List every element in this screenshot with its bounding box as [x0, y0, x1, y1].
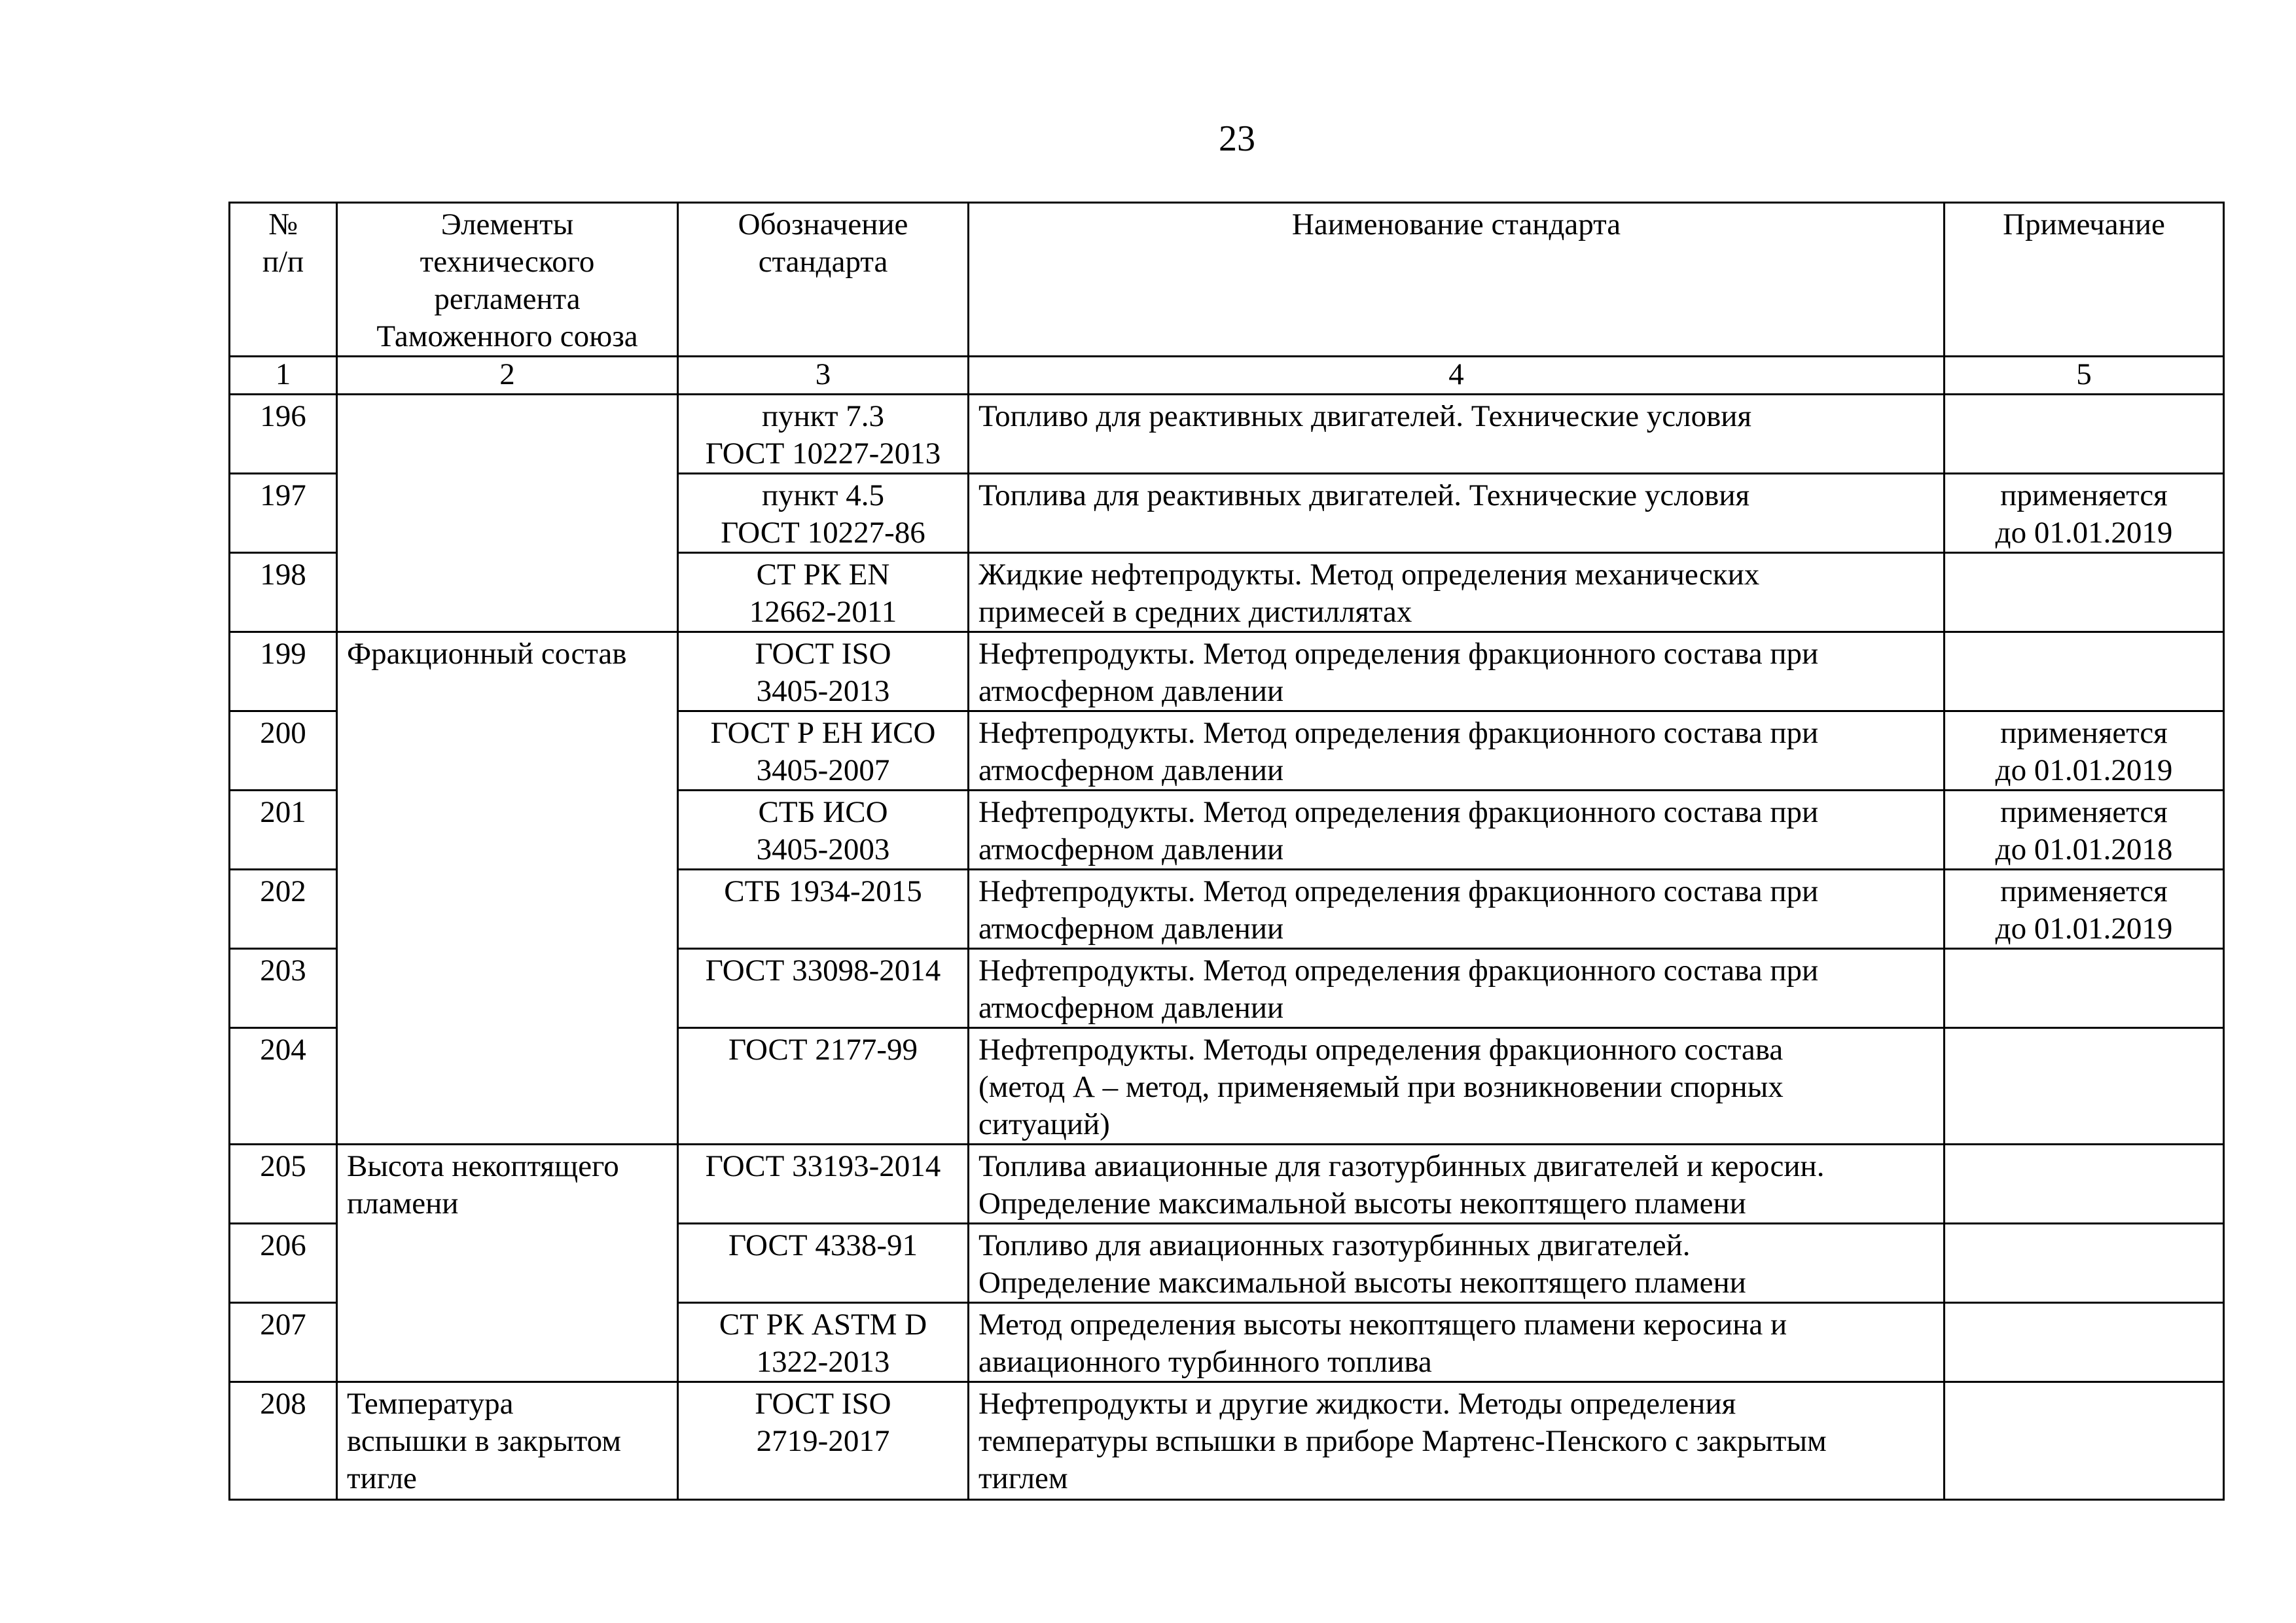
standard-code-line: ГОСТ 4338-91 — [728, 1228, 918, 1262]
standard-code — [678, 791, 969, 870]
standard-code — [678, 553, 969, 632]
note — [1945, 1028, 2224, 1145]
row-number-line: 196 — [260, 399, 306, 433]
header-note-line: Примечание — [2003, 207, 2165, 241]
column-number-line: 4 — [1448, 357, 1464, 391]
note-line: применяется — [2000, 716, 2168, 750]
header-note — [1945, 203, 2224, 357]
note-line: применяется — [2000, 795, 2168, 829]
standard-name — [969, 553, 1945, 632]
header-code — [678, 203, 969, 357]
row-number-line: 197 — [260, 478, 306, 512]
note — [1945, 1224, 2224, 1303]
regulation-element-line: вспышки в закрытом — [347, 1424, 621, 1458]
column-number — [1945, 357, 2224, 395]
standard-name-line: ситуаций) — [978, 1107, 1110, 1141]
note-line: применяется — [2000, 874, 2168, 908]
regulation-element — [337, 395, 678, 632]
row-number-line: 205 — [260, 1149, 306, 1183]
standard-code — [678, 870, 969, 949]
regulation-element-line: тигле — [347, 1461, 417, 1495]
note — [1945, 949, 2224, 1028]
row-number — [230, 870, 337, 949]
standard-code-line: ГОСТ 33098-2014 — [705, 954, 941, 988]
standard-name-line: Нефтепродукты. Метод определения фракционного состава при — [978, 637, 1819, 671]
standard-name-line: Нефтепродукты. Метод определения фракционного состава при — [978, 716, 1819, 750]
header-number — [230, 203, 337, 357]
standard-code-line: ГОСТ 10227-2013 — [705, 437, 941, 471]
standard-code — [678, 711, 969, 791]
header-element-line: Элементы — [440, 207, 574, 241]
note-line: применяется — [2000, 478, 2168, 512]
standard-code — [678, 395, 969, 474]
row-number — [230, 711, 337, 791]
standard-name-line: Топлива авиационные для газотурбинных двигателей и керосин. — [978, 1149, 1825, 1183]
standard-name-line: атмосферном давлении — [978, 991, 1284, 1025]
standard-name — [969, 395, 1945, 474]
standard-name-line: Топливо для авиационных газотурбинных двигателей. — [978, 1228, 1691, 1262]
standard-code — [678, 1382, 969, 1500]
standard-name — [969, 711, 1945, 791]
row-number-line: 208 — [260, 1387, 306, 1421]
row-number-line: 201 — [260, 795, 306, 829]
row-number — [230, 1382, 337, 1500]
regulation-element-line: пламени — [347, 1186, 459, 1221]
table-row — [230, 395, 2224, 474]
row-number-line: 199 — [260, 637, 306, 671]
header-name-line: Наименование стандарта — [1291, 207, 1621, 241]
note — [1945, 395, 2224, 474]
header-name — [969, 203, 1945, 357]
note — [1945, 1382, 2224, 1500]
regulation-element — [337, 632, 678, 1145]
row-number-line: 207 — [260, 1308, 306, 1342]
row-number — [230, 1145, 337, 1224]
note — [1945, 711, 2224, 791]
standard-name — [969, 1028, 1945, 1145]
regulation-element — [337, 1382, 678, 1500]
standard-name-line: Жидкие нефтепродукты. Метод определения механических — [978, 558, 1760, 592]
standards-table — [228, 202, 2225, 1501]
standard-code — [678, 1303, 969, 1382]
standard-name — [969, 1382, 1945, 1500]
header-element-line: регламента — [434, 282, 581, 316]
standard-name-line: Нефтепродукты. Метод определения фракционного состава при — [978, 795, 1819, 829]
row-number — [230, 395, 337, 474]
standard-name — [969, 474, 1945, 553]
note — [1945, 474, 2224, 553]
standard-name-line: (метод А – метод, применяемый при возникновении спорных — [978, 1070, 1784, 1104]
regulation-element-line: Фракционный состав — [347, 637, 627, 671]
standard-code-line: 1322-2013 — [756, 1345, 890, 1379]
column-number — [337, 357, 678, 395]
standard-code — [678, 1145, 969, 1224]
note-line: до 01.01.2019 — [1995, 516, 2173, 550]
standard-code-line: ГОСТ 33193-2014 — [705, 1149, 941, 1183]
standard-name — [969, 1224, 1945, 1303]
standard-name — [969, 632, 1945, 711]
row-number — [230, 1303, 337, 1382]
header-code-line: стандарта — [758, 245, 888, 279]
standard-name-line: атмосферном давлении — [978, 832, 1284, 866]
standard-code — [678, 949, 969, 1028]
row-number-line: 202 — [260, 874, 306, 908]
standard-name-line: Нефтепродукты и другие жидкости. Методы определения — [978, 1387, 1736, 1421]
column-number — [678, 357, 969, 395]
column-number-line: 3 — [815, 357, 831, 391]
standard-code-line: ГОСТ ISO — [755, 1387, 891, 1421]
header-number-line: № — [268, 207, 298, 241]
standard-name-line: атмосферном давлении — [978, 674, 1284, 708]
standard-name — [969, 870, 1945, 949]
standard-code-line: ГОСТ 2177-99 — [728, 1033, 918, 1067]
header-number-line: п/п — [262, 245, 304, 279]
standard-name-line: авиационного турбинного топлива — [978, 1345, 1432, 1379]
regulation-element — [337, 1145, 678, 1382]
standard-name-line: Топлива для реактивных двигателей. Технические условия — [978, 478, 1750, 512]
note-line: до 01.01.2019 — [1995, 912, 2173, 946]
table-row — [230, 632, 2224, 711]
regulation-element-line: Температура — [347, 1387, 514, 1421]
standard-code — [678, 1224, 969, 1303]
standard-name-line: примесей в средних дистиллятах — [978, 595, 1412, 629]
standard-code-line: 3405-2013 — [756, 674, 890, 708]
note-line: до 01.01.2018 — [1995, 832, 2173, 866]
standard-code-line: СТБ 1934-2015 — [724, 874, 922, 908]
note — [1945, 632, 2224, 711]
standard-code-line: СТ РК EN — [756, 558, 890, 592]
row-number-line: 206 — [260, 1228, 306, 1262]
column-number-line: 1 — [275, 357, 291, 391]
standard-name-line: Нефтепродукты. Метод определения фракционного состава при — [978, 874, 1819, 908]
standard-code-line: 3405-2003 — [756, 832, 890, 866]
standard-name — [969, 1303, 1945, 1382]
row-number — [230, 632, 337, 711]
standard-name-line: атмосферном давлении — [978, 753, 1284, 787]
column-number-line: 5 — [2076, 357, 2092, 391]
note — [1945, 1303, 2224, 1382]
table-row — [230, 1145, 2224, 1224]
row-number — [230, 949, 337, 1028]
standard-code-line: ГОСТ Р ЕН ИСО — [710, 716, 936, 750]
standard-name-line: температуры вспышки в приборе Мартенс-Пенского с закрытым — [978, 1424, 1827, 1458]
standard-name-line: Метод определения высоты некоптящего пламени керосина и — [978, 1308, 1787, 1342]
header-element — [337, 203, 678, 357]
standard-code-line: СТ РК ASTM D — [719, 1308, 927, 1342]
standard-name-line: Топливо для реактивных двигателей. Технические условия — [978, 399, 1752, 433]
standard-name-line: Определение максимальной высоты некоптящего пламени — [978, 1266, 1746, 1300]
standard-name-line: тиглем — [978, 1461, 1068, 1495]
standard-code-line: пункт 7.3 — [761, 399, 885, 433]
standard-code-line: 2719-2017 — [756, 1424, 890, 1458]
standard-code-line: пункт 4.5 — [761, 478, 885, 512]
standard-code-line: 12662-2011 — [749, 595, 897, 629]
row-number-line: 200 — [260, 716, 306, 750]
row-number-line: 198 — [260, 558, 306, 592]
regulation-element-line: Высота некоптящего — [347, 1149, 619, 1183]
page-number: 23 — [1219, 118, 1255, 159]
header-element-line: технического — [420, 245, 595, 279]
header-code-line: Обозначение — [738, 207, 908, 241]
note — [1945, 1145, 2224, 1224]
row-number — [230, 553, 337, 632]
header-row — [230, 203, 2224, 357]
column-number — [969, 357, 1945, 395]
standard-code — [678, 632, 969, 711]
standard-name-line: Нефтепродукты. Методы определения фракционного состава — [978, 1033, 1784, 1067]
column-number-line: 2 — [499, 357, 515, 391]
column-number — [230, 357, 337, 395]
row-number — [230, 474, 337, 553]
standard-name — [969, 791, 1945, 870]
standard-name — [969, 949, 1945, 1028]
row-number — [230, 791, 337, 870]
note — [1945, 870, 2224, 949]
table-row — [230, 1382, 2224, 1500]
row-number-line: 204 — [260, 1033, 306, 1067]
standard-name — [969, 1145, 1945, 1224]
standard-code-line: ГОСТ ISO — [755, 637, 891, 671]
column-number-row — [230, 357, 2224, 395]
standard-code-line: ГОСТ 10227-86 — [721, 516, 925, 550]
note — [1945, 553, 2224, 632]
standard-code-line: СТБ ИСО — [758, 795, 888, 829]
row-number-line: 203 — [260, 954, 306, 988]
row-number — [230, 1224, 337, 1303]
standard-name-line: атмосферном давлении — [978, 912, 1284, 946]
standard-code — [678, 474, 969, 553]
standard-code-line: 3405-2007 — [756, 753, 890, 787]
standard-name-line: Определение максимальной высоты некоптящего пламени — [978, 1186, 1746, 1221]
standard-code — [678, 1028, 969, 1145]
header-element-line: Таможенного союза — [376, 319, 638, 353]
note-line: до 01.01.2019 — [1995, 753, 2173, 787]
standard-name-line: Нефтепродукты. Метод определения фракционного состава при — [978, 954, 1819, 988]
note — [1945, 791, 2224, 870]
row-number — [230, 1028, 337, 1145]
